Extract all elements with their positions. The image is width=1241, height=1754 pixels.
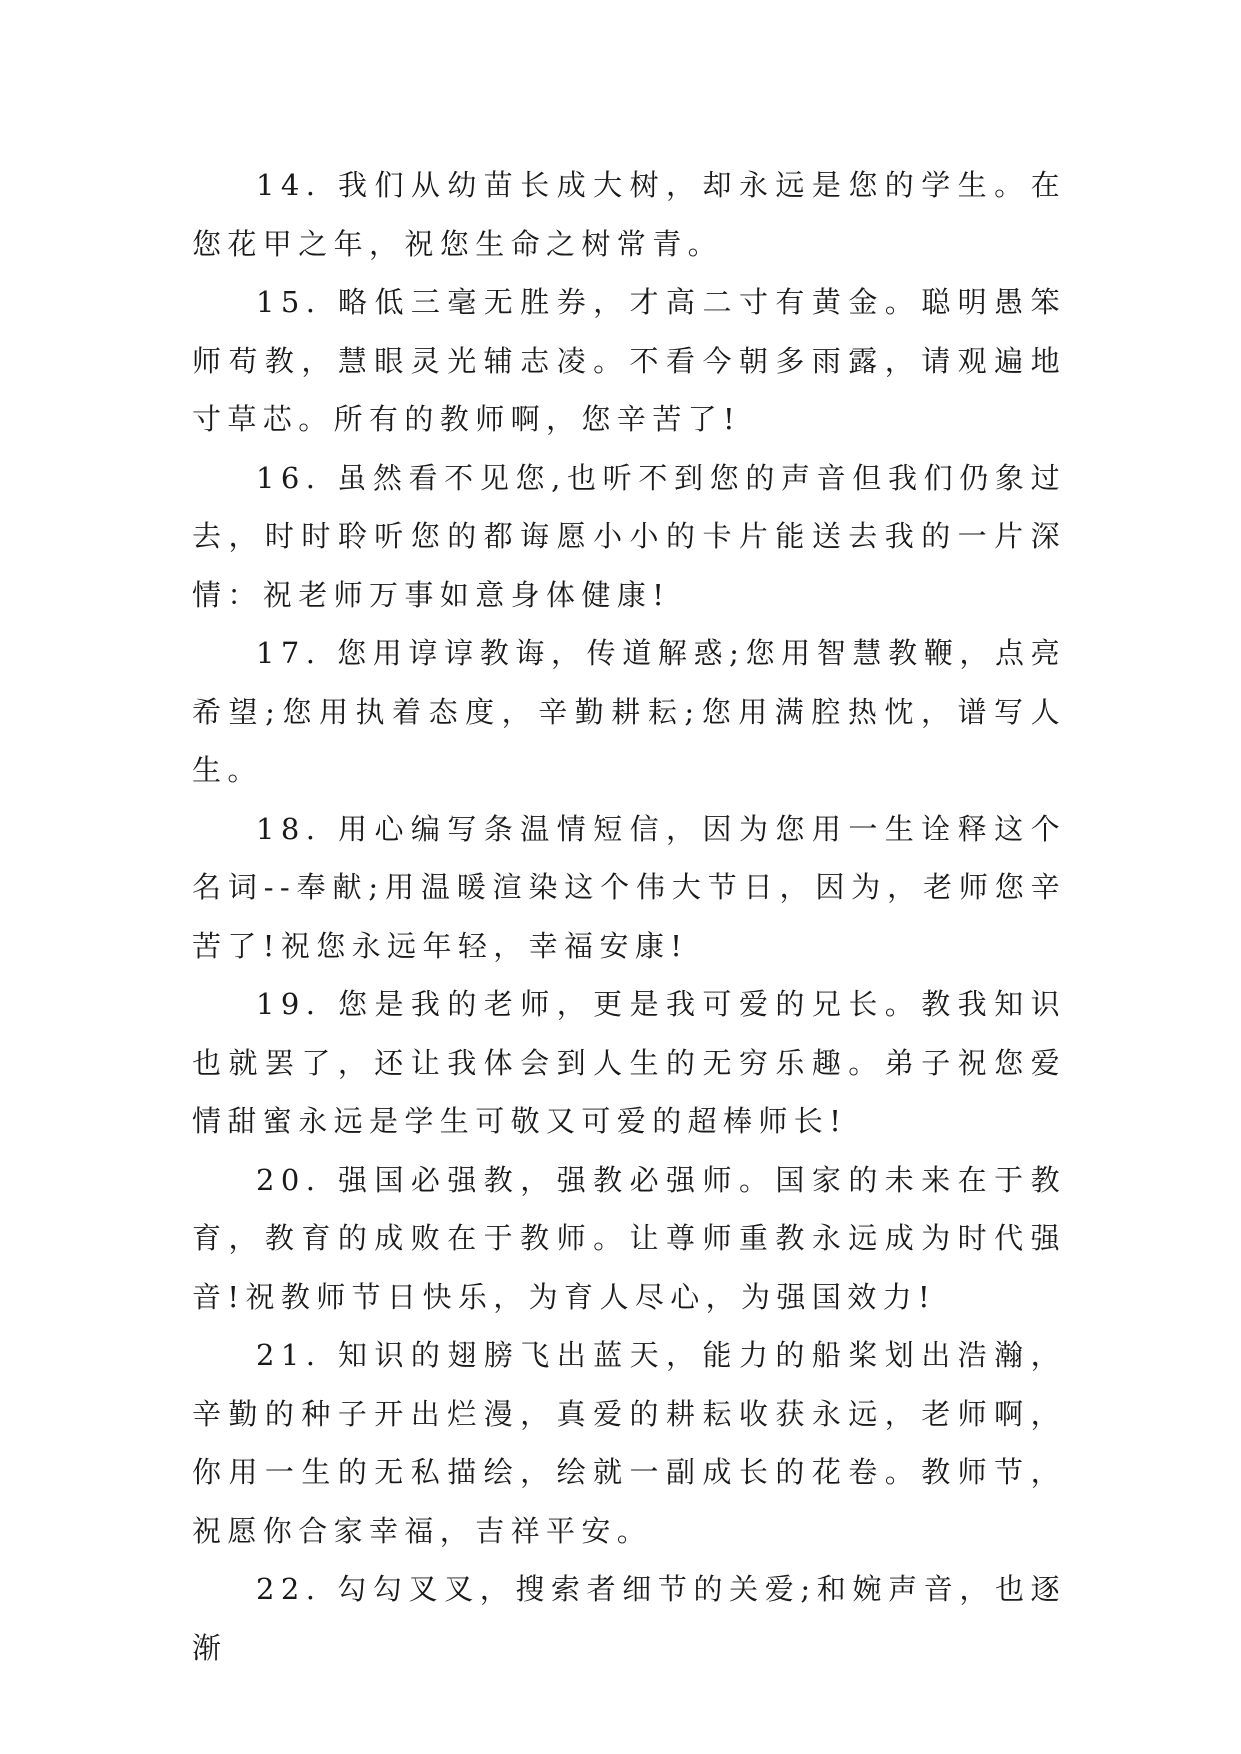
paragraph-18: 18. 用心编写条温情短信，因为您用一生诠释这个名词--奉献;用温暖渲染这个伟大节日，因为，老师您辛苦了!祝您永远年轻，幸福安康! [192,811,1066,963]
paragraph-15: 15. 略低三毫无胜券，才高二寸有黄金。聪明愚笨师苟教，慧眼灵光辅志凌。不看今朝多雨露，请观遍地寸草芯。所有的教师啊，您辛苦了! [192,285,1066,436]
document-body [192,156,1066,1677]
paragraph-19: 19. 您是我的老师，更是我可爱的兄长。教我知识也就罢了，还让我体会到人生的无穷乐趣。弟子祝您爱情甜蜜永远是学生可敬又可爱的超棒师长! [192,987,1066,1138]
paragraph-21: 21. 知识的翅膀飞出蓝天，能力的船桨划出浩瀚，辛勤的种子开出烂漫，真爱的耕耘收获永远，老师啊，你用一生的无私描绘，绘就一副成长的花卷。教师节，祝愿你合家幸福，吉祥平安。 [192,1338,1066,1548]
paragraph-14: 14. 我们从幼苗长成大树，却永远是您的学生。在您花甲之年，祝您生命之树常青。 [192,168,1066,261]
paragraph-22: 22. 勾勾叉叉，搜索者细节的关爱;和婉声音，也逐渐 [192,1572,1066,1665]
paragraph-20: 20. 强国必强教，强教必强师。国家的未来在于教育，教育的成败在于教师。让尊师重教永远成为时代强音!祝教师节日快乐，为育人尽心，为强国效力! [192,1162,1066,1314]
paragraph-17: 17. 您用谆谆教诲，传道解惑;您用智慧教鞭，点亮希望;您用执着态度，辛勤耕耘;您用满腔热忱，谱写人生。 [192,636,1066,787]
paragraph-16: 16. 虽然看不见您,也听不到您的声音但我们仍象过去，时时聆听您的都诲愿小小的卡片能送去我的一片深情：祝老师万事如意身体健康! [192,460,1066,612]
